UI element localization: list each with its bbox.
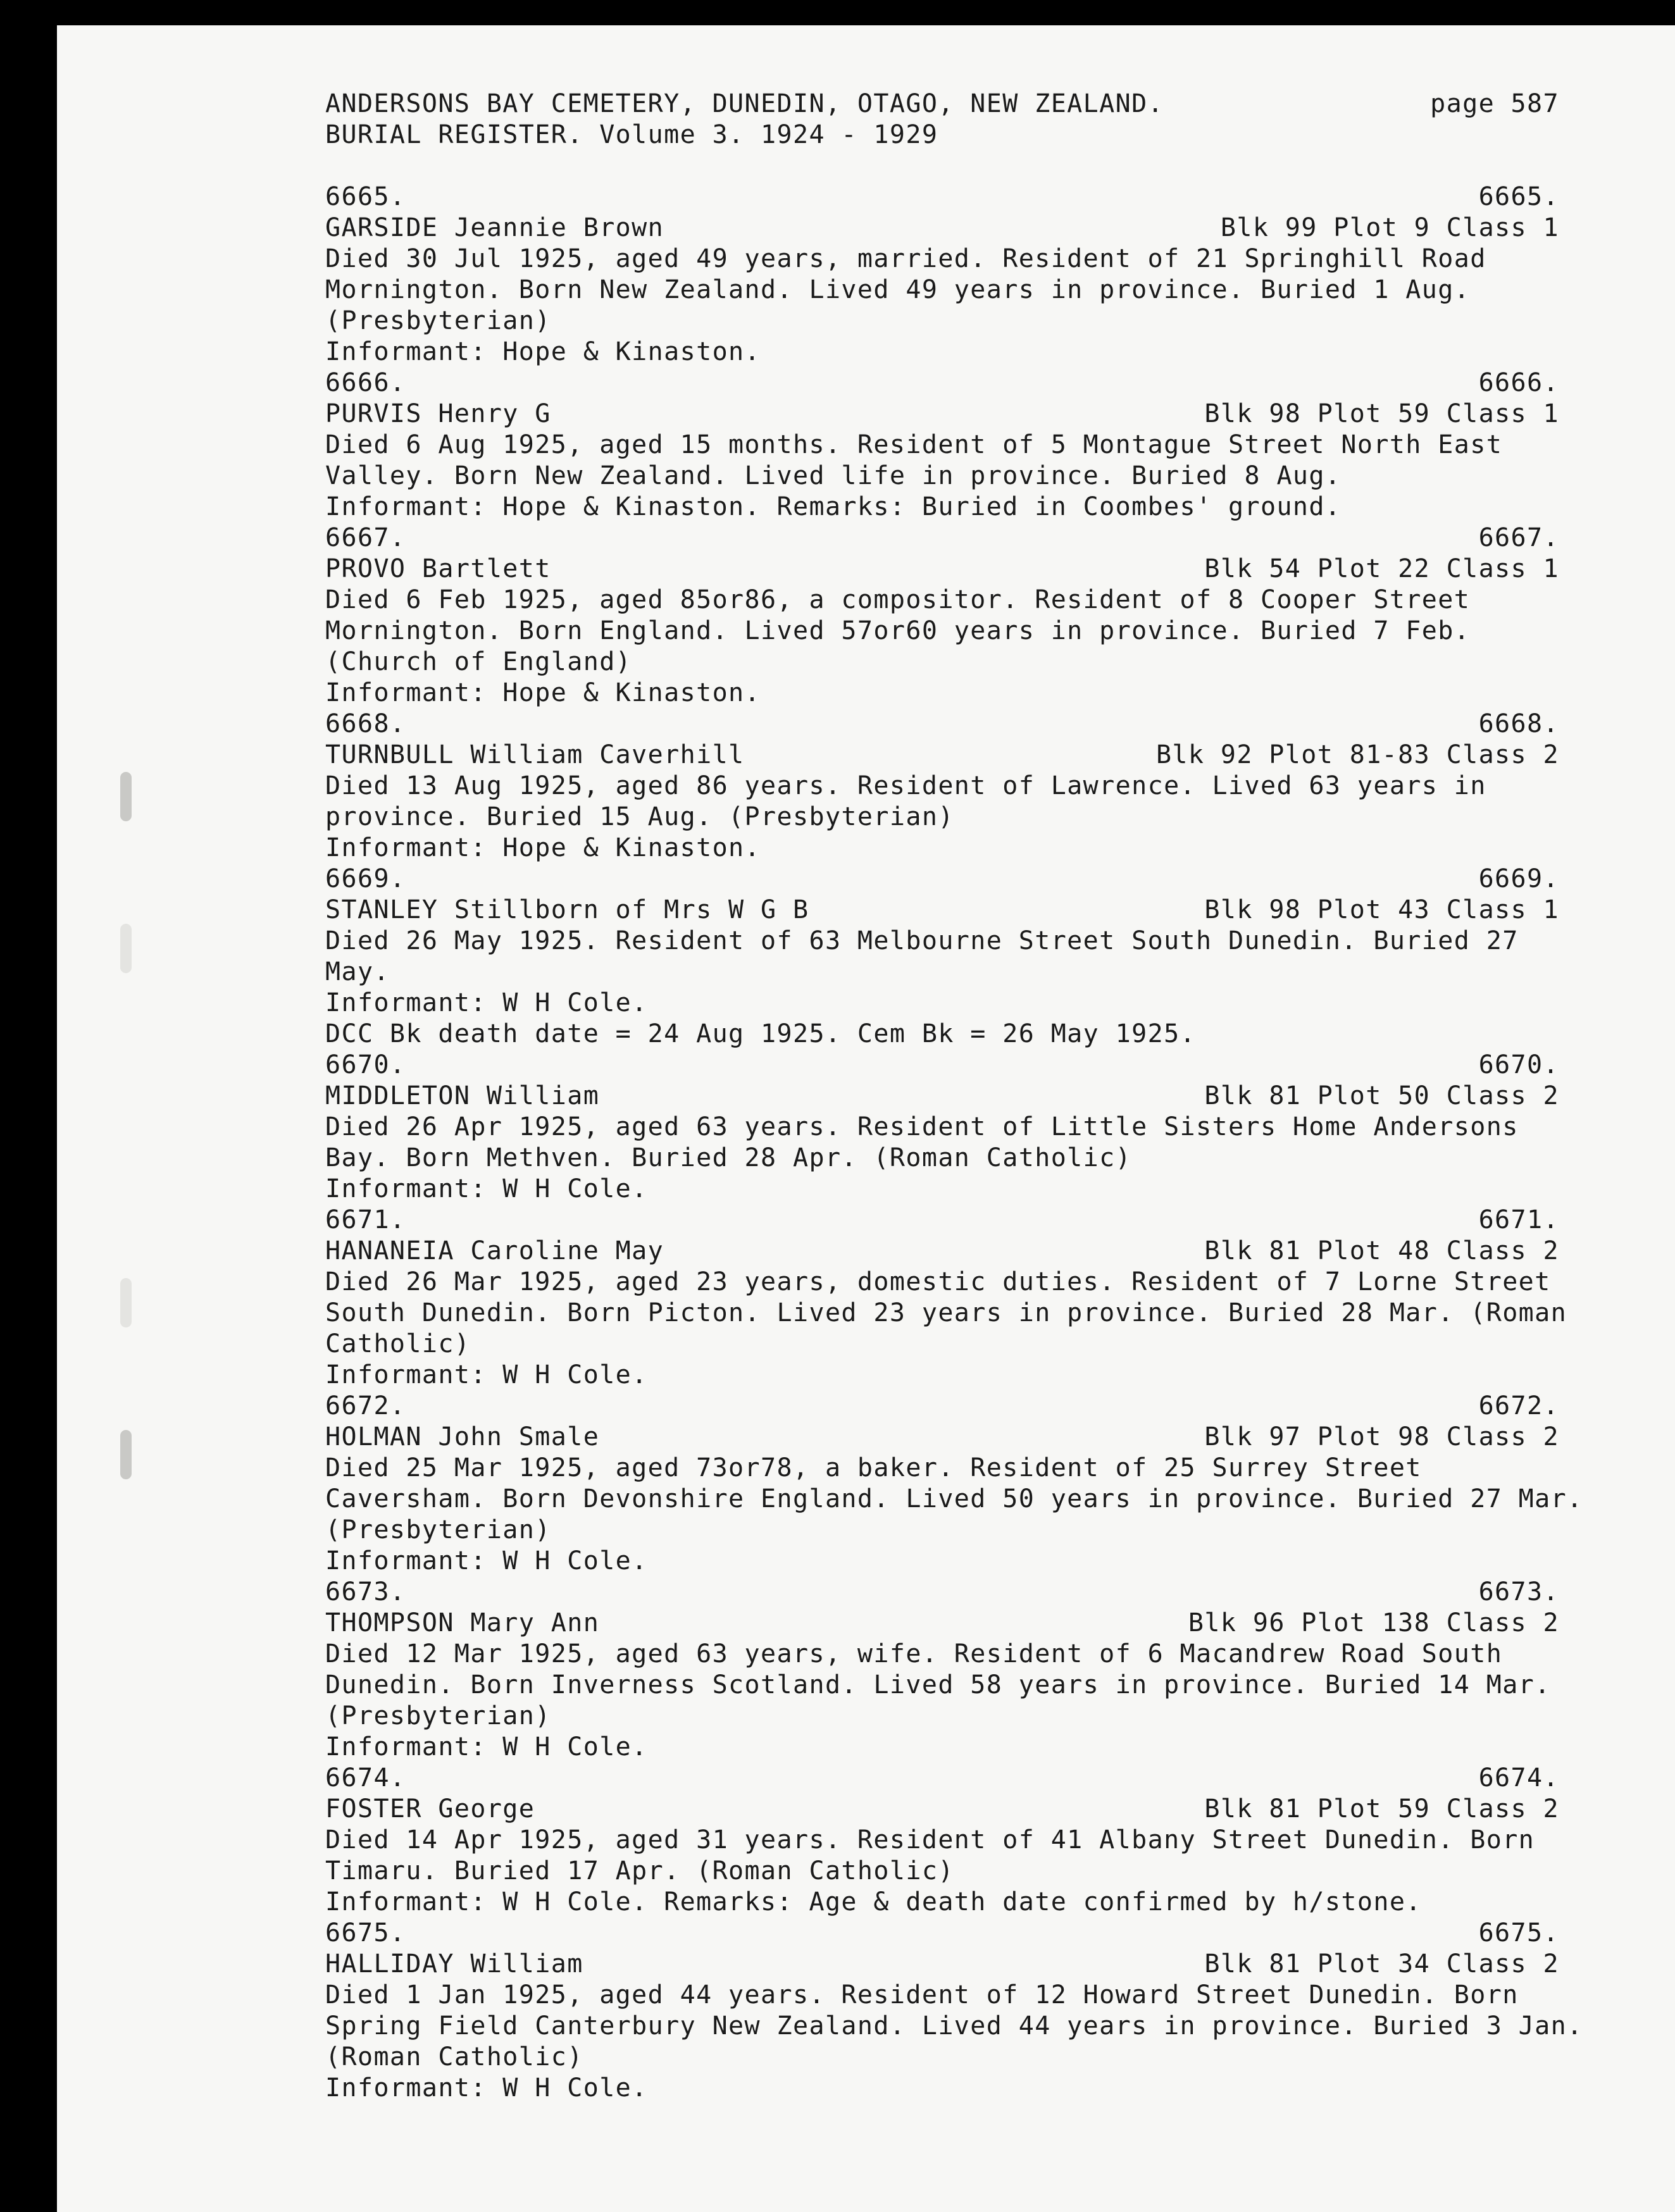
- entry-name-row: [325, 1422, 1559, 1453]
- burial-entry: [325, 1918, 1583, 2104]
- entry-number-right: 6673.: [1478, 1577, 1559, 1606]
- entry-name-row: [325, 1794, 1559, 1825]
- entry-number-right: 6669.: [1478, 864, 1559, 893]
- deceased-name: HALLIDAY William: [325, 1949, 583, 1979]
- plot-location: Blk 98 Plot 43 Class 1: [1204, 895, 1559, 924]
- entry-number-row: [325, 1763, 1559, 1794]
- entry-detail-line: Informant: W H Cole.: [325, 2073, 648, 2103]
- burial-entry: [325, 182, 1559, 368]
- entry-number-row: [325, 709, 1559, 740]
- punch-hole: [120, 924, 132, 973]
- entry-detail-line: Informant: W H Cole.: [325, 988, 648, 1017]
- plot-location: Blk 99 Plot 9 Class 1: [1220, 213, 1559, 242]
- entry-detail-line: Informant: Hope & Kinaston.: [325, 833, 761, 862]
- burial-entry: [325, 1577, 1559, 1763]
- entry-detail-line: (Presbyterian): [325, 306, 551, 335]
- entry-number-row: [325, 1050, 1559, 1081]
- entry-detail-line: Valley. Born New Zealand. Lived life in province. Buried 8 Aug.: [325, 461, 1342, 490]
- entry-number-right: 6668.: [1478, 709, 1559, 738]
- entry-number-right: 6670.: [1478, 1050, 1559, 1079]
- entry-number-row: [325, 864, 1559, 895]
- entry-detail-line: Died 13 Aug 1925, aged 86 years. Resident of Lawrence. Lived 63 years in: [325, 771, 1486, 800]
- entry-number: 6673.: [325, 1577, 406, 1606]
- plot-location: Blk 81 Plot 34 Class 2: [1204, 1949, 1559, 1979]
- entry-detail-line: Died 12 Mar 1925, aged 63 years, wife. Resident of 6 Macandrew Road South: [325, 1639, 1503, 1668]
- entry-detail-line: Died 6 Aug 1925, aged 15 months. Resident of 5 Montague Street North East: [325, 430, 1503, 459]
- burial-entry: [325, 368, 1559, 523]
- entry-name-row: [325, 740, 1559, 771]
- entry-number-row: [325, 1918, 1559, 1949]
- plot-location: Blk 81 Plot 50 Class 2: [1204, 1081, 1559, 1110]
- entry-number: 6666.: [325, 368, 406, 397]
- entry-number-right: 6674.: [1478, 1763, 1559, 1793]
- entry-detail-line: Bay. Born Methven. Buried 28 Apr. (Roman Catholic): [325, 1143, 1132, 1172]
- deceased-name: GARSIDE Jeannie Brown: [325, 213, 664, 242]
- burial-entry: [325, 1050, 1559, 1205]
- plot-location: Blk 97 Plot 98 Class 2: [1204, 1422, 1559, 1451]
- deceased-name: PURVIS Henry G: [325, 399, 551, 428]
- entry-detail-line: Mornington. Born England. Lived 57or60 years in province. Buried 7 Feb.: [325, 616, 1471, 645]
- entry-number-right: 6666.: [1478, 368, 1559, 397]
- entry-number-right: 6675.: [1478, 1918, 1559, 1948]
- entry-number: 6668.: [325, 709, 406, 738]
- entry-number: 6675.: [325, 1918, 406, 1948]
- burial-entry: [325, 864, 1559, 1050]
- entry-name-row: [325, 1081, 1559, 1112]
- entry-list: [325, 182, 1583, 2104]
- entry-detail-line: Informant: W H Cole.: [325, 1732, 648, 1762]
- entry-detail-line: province. Buried 15 Aug. (Presbyterian): [325, 802, 954, 831]
- page-number: page 587: [1430, 89, 1559, 118]
- entry-name-row: [325, 1608, 1559, 1639]
- entry-detail-line: Died 26 Apr 1925, aged 63 years. Resident of Little Sisters Home Andersons: [325, 1112, 1519, 1141]
- entry-detail-line: DCC Bk death date = 24 Aug 1925. Cem Bk = 26 May 1925.: [325, 1019, 1197, 1048]
- deceased-name: HANANEIA Caroline May: [325, 1236, 664, 1265]
- register-title: ANDERSONS BAY CEMETERY, DUNEDIN, OTAGO, NEW ZEALAND.: [325, 89, 1164, 118]
- entry-detail-line: Died 6 Feb 1925, aged 85or86, a compositor. Resident of 8 Cooper Street: [325, 585, 1471, 614]
- entry-detail-line: Died 26 Mar 1925, aged 23 years, domestic duties. Resident of 7 Lorne Street: [325, 1267, 1551, 1296]
- entry-detail-line: Died 25 Mar 1925, aged 73or78, a baker. Resident of 25 Surrey Street: [325, 1453, 1422, 1482]
- entry-detail-line: Spring Field Canterbury New Zealand. Lived 44 years in province. Buried 3 Jan.: [325, 2011, 1583, 2041]
- entry-detail-line: (Presbyterian): [325, 1701, 551, 1730]
- deceased-name: FOSTER George: [325, 1794, 535, 1824]
- plot-location: Blk 81 Plot 59 Class 2: [1204, 1794, 1559, 1824]
- deceased-name: MIDDLETON William: [325, 1081, 600, 1110]
- deceased-name: HOLMAN John Smale: [325, 1422, 600, 1451]
- entry-name-row: [325, 895, 1559, 926]
- punch-hole: [120, 772, 132, 821]
- deceased-name: PROVO Bartlett: [325, 554, 551, 583]
- entry-detail-line: (Church of England): [325, 647, 632, 676]
- burial-entry: [325, 523, 1559, 709]
- entry-number-row: [325, 368, 1559, 399]
- register-subtitle: BURIAL REGISTER. Volume 3. 1924 - 1929: [325, 120, 938, 149]
- entry-detail-line: Informant: Hope & Kinaston.: [325, 337, 761, 366]
- plot-location: Blk 98 Plot 59 Class 1: [1204, 399, 1559, 428]
- entry-detail-line: Informant: W H Cole.: [325, 1546, 648, 1575]
- entry-detail-line: Caversham. Born Devonshire England. Lived 50 years in province. Buried 27 Mar.: [325, 1484, 1583, 1513]
- entry-number: 6669.: [325, 864, 406, 893]
- entry-number-row: [325, 182, 1559, 213]
- entry-detail-line: (Roman Catholic): [325, 2042, 583, 2072]
- burial-entry: [325, 1763, 1559, 1918]
- entry-number-right: 6665.: [1478, 182, 1559, 211]
- entry-detail-line: Timaru. Buried 17 Apr. (Roman Catholic): [325, 1856, 954, 1886]
- entry-detail-line: (Presbyterian): [325, 1515, 551, 1544]
- plot-location: Blk 81 Plot 48 Class 2: [1204, 1236, 1559, 1265]
- entry-number: 6672.: [325, 1391, 406, 1420]
- entry-number-right: 6671.: [1478, 1205, 1559, 1234]
- entry-detail-line: May.: [325, 957, 390, 986]
- entry-detail-line: Mornington. Born New Zealand. Lived 49 years in province. Buried 1 Aug.: [325, 275, 1471, 304]
- entry-number-row: [325, 1577, 1559, 1608]
- entry-detail-line: Informant: Hope & Kinaston.: [325, 678, 761, 707]
- entry-number-right: 6667.: [1478, 523, 1559, 552]
- entry-detail-line: Informant: W H Cole.: [325, 1174, 648, 1203]
- burial-entry: [325, 1391, 1583, 1577]
- entry-detail-line: Informant: Hope & Kinaston. Remarks: Buried in Coombes' ground.: [325, 492, 1342, 521]
- entry-number-row: [325, 1391, 1559, 1422]
- plot-location: Blk 96 Plot 138 Class 2: [1188, 1608, 1559, 1637]
- page-header: [325, 89, 1559, 120]
- entry-detail-line: Informant: W H Cole. Remarks: Age & death date confirmed by h/stone.: [325, 1887, 1422, 1917]
- entry-number-right: 6672.: [1478, 1391, 1559, 1420]
- entry-detail-line: Died 1 Jan 1925, aged 44 years. Resident of 12 Howard Street Dunedin. Born: [325, 1980, 1519, 2010]
- entry-name-row: [325, 1236, 1559, 1267]
- entry-detail-line: Informant: W H Cole.: [325, 1360, 648, 1389]
- punch-hole: [120, 1430, 132, 1479]
- burial-register: [325, 89, 1583, 2104]
- entry-detail-line: South Dunedin. Born Picton. Lived 23 years in province. Buried 28 Mar. (Roman: [325, 1298, 1567, 1327]
- plot-location: Blk 54 Plot 22 Class 1: [1204, 554, 1559, 583]
- entry-detail-line: Died 30 Jul 1925, aged 49 years, married. Resident of 21 Springhill Road: [325, 244, 1486, 273]
- entry-name-row: [325, 213, 1559, 244]
- entry-detail-line: Died 26 May 1925. Resident of 63 Melbourne Street South Dunedin. Buried 27: [325, 926, 1519, 955]
- entry-number: 6667.: [325, 523, 406, 552]
- entry-number: 6674.: [325, 1763, 406, 1793]
- entry-detail-line: Catholic): [325, 1329, 471, 1358]
- punch-hole: [120, 1278, 132, 1327]
- deceased-name: THOMPSON Mary Ann: [325, 1608, 600, 1637]
- entry-number: 6671.: [325, 1205, 406, 1234]
- burial-entry: [325, 709, 1559, 864]
- entry-number: 6665.: [325, 182, 406, 211]
- entry-detail-line: Died 14 Apr 1925, aged 31 years. Resident of 41 Albany Street Dunedin. Born: [325, 1825, 1535, 1855]
- entry-name-row: [325, 1949, 1559, 1980]
- entry-number-row: [325, 523, 1559, 554]
- deceased-name: STANLEY Stillborn of Mrs W G B: [325, 895, 809, 924]
- entry-name-row: [325, 399, 1559, 430]
- deceased-name: TURNBULL William Caverhill: [325, 740, 745, 769]
- burial-entry: [325, 1205, 1567, 1391]
- plot-location: Blk 92 Plot 81-83 Class 2: [1155, 740, 1559, 769]
- entry-detail-line: Dunedin. Born Inverness Scotland. Lived 58 years in province. Buried 14 Mar.: [325, 1670, 1551, 1699]
- entry-name-row: [325, 554, 1559, 585]
- entry-number-row: [325, 1205, 1559, 1236]
- entry-number: 6670.: [325, 1050, 406, 1079]
